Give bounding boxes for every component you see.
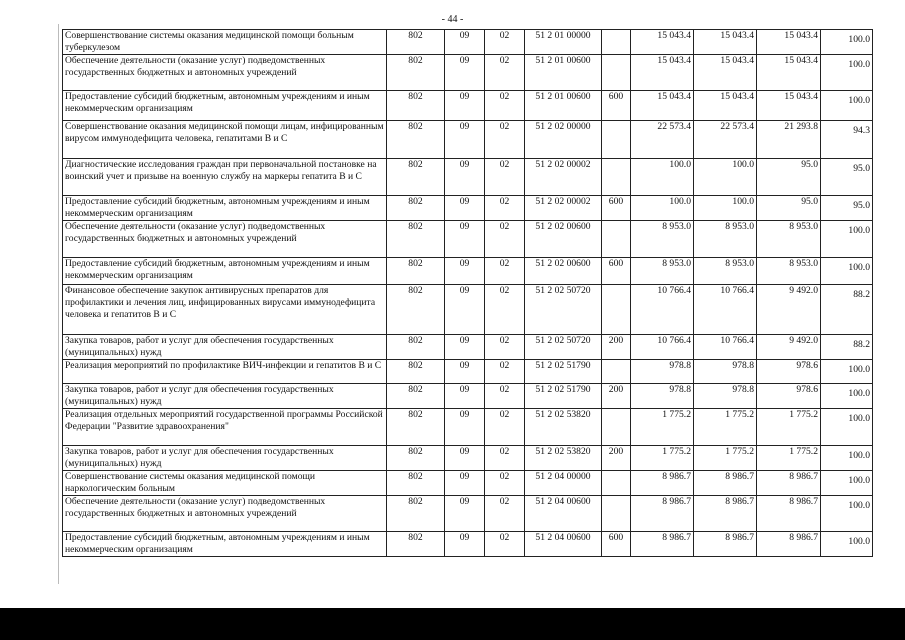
row-expense-type	[602, 409, 631, 446]
row-expense-type	[602, 30, 631, 55]
table-row	[63, 496, 873, 532]
row-execution-percent: 100.0	[821, 91, 873, 121]
table-row	[63, 196, 873, 221]
row-amount-approved: 8 986.7	[631, 471, 694, 496]
row-subsection: 02	[485, 121, 525, 159]
row-amount-approved: 15 043.4	[631, 30, 694, 55]
row-dept-code: 802	[387, 285, 445, 335]
row-subsection: 02	[485, 360, 525, 384]
row-execution-percent: 100.0	[821, 446, 873, 471]
table-row	[63, 384, 873, 409]
row-target-article: 51 2 02 50720	[525, 335, 602, 360]
row-amount-planned: 100.0	[694, 159, 757, 196]
row-execution-percent: 95.0	[821, 196, 873, 221]
row-amount-approved: 10 766.4	[631, 335, 694, 360]
row-target-article: 51 2 04 00600	[525, 496, 602, 532]
row-section: 09	[445, 55, 485, 91]
row-expense-type: 200	[602, 446, 631, 471]
row-subsection: 02	[485, 55, 525, 91]
row-amount-planned: 978.8	[694, 384, 757, 409]
row-amount-planned: 15 043.4	[694, 91, 757, 121]
row-amount-approved: 100.0	[631, 196, 694, 221]
row-dept-code: 802	[387, 121, 445, 159]
row-target-article: 51 2 04 00000	[525, 471, 602, 496]
row-expense-type	[602, 285, 631, 335]
table-row	[63, 471, 873, 496]
row-section: 09	[445, 496, 485, 532]
row-execution-percent: 100.0	[821, 471, 873, 496]
row-dept-code: 802	[387, 496, 445, 532]
row-dept-code: 802	[387, 159, 445, 196]
row-target-article: 51 2 01 00000	[525, 30, 602, 55]
row-execution-percent: 95.0	[821, 159, 873, 196]
row-amount-executed: 1 775.2	[757, 446, 821, 471]
table-row	[63, 409, 873, 446]
row-target-article: 51 2 02 53820	[525, 446, 602, 471]
row-target-article: 51 2 02 53820	[525, 409, 602, 446]
row-expense-type	[602, 471, 631, 496]
row-section: 09	[445, 91, 485, 121]
row-subsection: 02	[485, 409, 525, 446]
row-section: 09	[445, 196, 485, 221]
row-amount-planned: 8 986.7	[694, 496, 757, 532]
row-subsection: 02	[485, 335, 525, 360]
row-target-article: 51 2 02 00002	[525, 196, 602, 221]
row-dept-code: 802	[387, 360, 445, 384]
row-section: 09	[445, 258, 485, 285]
row-amount-executed: 21 293.8	[757, 121, 821, 159]
table-row	[63, 335, 873, 360]
row-amount-planned: 10 766.4	[694, 285, 757, 335]
row-execution-percent: 100.0	[821, 409, 873, 446]
row-name: Предоставление субсидий бюджетным, автономным учреждениям и иным некоммерческим организациям	[63, 532, 387, 557]
row-dept-code: 802	[387, 221, 445, 258]
row-execution-percent: 100.0	[821, 221, 873, 258]
row-name: Реализация отдельных мероприятий государственной программы Российской Федерации "Развитие здравоохранения"	[63, 409, 387, 446]
row-section: 09	[445, 335, 485, 360]
row-execution-percent: 100.0	[821, 30, 873, 55]
row-dept-code: 802	[387, 55, 445, 91]
row-amount-executed: 8 953.0	[757, 258, 821, 285]
row-target-article: 51 2 01 00600	[525, 55, 602, 91]
row-amount-executed: 1 775.2	[757, 409, 821, 446]
row-dept-code: 802	[387, 384, 445, 409]
row-amount-planned: 15 043.4	[694, 30, 757, 55]
row-dept-code: 802	[387, 91, 445, 121]
row-name: Реализация мероприятий по профилактике ВИЧ-инфекции и гепатитов В и С	[63, 360, 387, 384]
row-name: Совершенствование оказания медицинской помощи лицам, инфицированным вирусом иммунодефицита человека, гепатитами В и С	[63, 121, 387, 159]
row-subsection: 02	[485, 285, 525, 335]
row-name: Обеспечение деятельности (оказание услуг) подведомственных государственных бюджетных и автономных учреждений	[63, 55, 387, 91]
row-name: Закупка товаров, работ и услуг для обеспечения государственных (муниципальных) нужд	[63, 446, 387, 471]
row-amount-planned: 8 953.0	[694, 221, 757, 258]
row-amount-executed: 8 953.0	[757, 221, 821, 258]
row-section: 09	[445, 532, 485, 557]
row-dept-code: 802	[387, 446, 445, 471]
row-amount-approved: 978.8	[631, 360, 694, 384]
table-row	[63, 446, 873, 471]
row-amount-executed: 8 986.7	[757, 471, 821, 496]
row-amount-executed: 978.6	[757, 384, 821, 409]
row-amount-executed: 95.0	[757, 159, 821, 196]
row-execution-percent: 100.0	[821, 496, 873, 532]
row-amount-executed: 9 492.0	[757, 335, 821, 360]
row-section: 09	[445, 285, 485, 335]
row-amount-approved: 10 766.4	[631, 285, 694, 335]
row-expense-type	[602, 221, 631, 258]
row-execution-percent: 100.0	[821, 258, 873, 285]
row-dept-code: 802	[387, 471, 445, 496]
row-subsection: 02	[485, 384, 525, 409]
row-name: Финансовое обеспечение закупок антивирусных препаратов для профилактики и лечения лиц, инфицированных вирусами иммунодефицита человека и гепатитов В и С	[63, 285, 387, 335]
row-target-article: 51 2 02 00600	[525, 221, 602, 258]
row-amount-executed: 9 492.0	[757, 285, 821, 335]
table-body	[63, 30, 873, 557]
row-target-article: 51 2 01 00600	[525, 91, 602, 121]
row-amount-executed: 978.6	[757, 360, 821, 384]
row-target-article: 51 2 02 00002	[525, 159, 602, 196]
row-target-article: 51 2 02 00000	[525, 121, 602, 159]
row-target-article: 51 2 02 51790	[525, 384, 602, 409]
row-target-article: 51 2 04 00600	[525, 532, 602, 557]
row-section: 09	[445, 471, 485, 496]
row-expense-type	[602, 496, 631, 532]
row-target-article: 51 2 02 00600	[525, 258, 602, 285]
row-section: 09	[445, 384, 485, 409]
row-name: Предоставление субсидий бюджетным, автономным учреждениям и иным некоммерческим организациям	[63, 196, 387, 221]
row-amount-approved: 8 986.7	[631, 532, 694, 557]
row-amount-approved: 15 043.4	[631, 91, 694, 121]
row-amount-executed: 8 986.7	[757, 496, 821, 532]
scan-bottom-border	[0, 608, 905, 640]
row-amount-approved: 22 573.4	[631, 121, 694, 159]
row-name: Совершенствование системы оказания медицинской помощи наркологическим больным	[63, 471, 387, 496]
row-amount-executed: 15 043.4	[757, 55, 821, 91]
row-amount-planned: 8 986.7	[694, 532, 757, 557]
row-name: Диагностические исследования граждан при первоначальной постановке на воинский учет и призыве на военную службу на маркеры гепатита В и С	[63, 159, 387, 196]
row-amount-approved: 8 953.0	[631, 258, 694, 285]
row-section: 09	[445, 30, 485, 55]
row-name: Закупка товаров, работ и услуг для обеспечения государственных (муниципальных) нужд	[63, 335, 387, 360]
table-row	[63, 285, 873, 335]
row-amount-approved: 100.0	[631, 159, 694, 196]
row-name: Обеспечение деятельности (оказание услуг) подведомственных государственных бюджетных и автономных учреждений	[63, 496, 387, 532]
row-dept-code: 802	[387, 335, 445, 360]
row-execution-percent: 94.3	[821, 121, 873, 159]
table-row	[63, 532, 873, 557]
table-row	[63, 121, 873, 159]
row-name: Совершенствование системы оказания медицинской помощи больным туберкулезом	[63, 30, 387, 55]
row-expense-type: 600	[602, 532, 631, 557]
row-name: Предоставление субсидий бюджетным, автономным учреждениям и иным некоммерческим организациям	[63, 258, 387, 285]
table-row	[63, 258, 873, 285]
row-target-article: 51 2 02 50720	[525, 285, 602, 335]
table-row	[63, 30, 873, 55]
row-section: 09	[445, 360, 485, 384]
budget-table	[62, 29, 873, 557]
row-amount-planned: 1 775.2	[694, 446, 757, 471]
row-execution-percent: 88.2	[821, 285, 873, 335]
row-name: Обеспечение деятельности (оказание услуг) подведомственных государственных бюджетных и автономных учреждений	[63, 221, 387, 258]
row-subsection: 02	[485, 471, 525, 496]
page-number: - 44 -	[441, 14, 464, 25]
margin-line	[58, 24, 59, 584]
row-amount-planned: 1 775.2	[694, 409, 757, 446]
row-amount-executed: 15 043.4	[757, 30, 821, 55]
row-amount-planned: 100.0	[694, 196, 757, 221]
row-name: Закупка товаров, работ и услуг для обеспечения государственных (муниципальных) нужд	[63, 384, 387, 409]
row-section: 09	[445, 409, 485, 446]
table-row	[63, 91, 873, 121]
row-subsection: 02	[485, 258, 525, 285]
row-expense-type: 600	[602, 196, 631, 221]
row-section: 09	[445, 121, 485, 159]
row-execution-percent: 100.0	[821, 384, 873, 409]
row-subsection: 02	[485, 496, 525, 532]
row-dept-code: 802	[387, 258, 445, 285]
row-dept-code: 802	[387, 532, 445, 557]
row-subsection: 02	[485, 532, 525, 557]
row-dept-code: 802	[387, 30, 445, 55]
row-name: Предоставление субсидий бюджетным, автономным учреждениям и иным некоммерческим организациям	[63, 91, 387, 121]
row-target-article: 51 2 02 51790	[525, 360, 602, 384]
row-expense-type	[602, 121, 631, 159]
row-section: 09	[445, 446, 485, 471]
row-expense-type: 600	[602, 258, 631, 285]
row-amount-executed: 8 986.7	[757, 532, 821, 557]
row-amount-planned: 22 573.4	[694, 121, 757, 159]
row-execution-percent: 88.2	[821, 335, 873, 360]
row-amount-planned: 8 953.0	[694, 258, 757, 285]
row-amount-approved: 15 043.4	[631, 55, 694, 91]
row-expense-type	[602, 55, 631, 91]
table-row	[63, 221, 873, 258]
row-dept-code: 802	[387, 409, 445, 446]
row-amount-approved: 8 986.7	[631, 496, 694, 532]
row-amount-approved: 1 775.2	[631, 409, 694, 446]
row-expense-type: 600	[602, 91, 631, 121]
row-execution-percent: 100.0	[821, 55, 873, 91]
row-amount-approved: 1 775.2	[631, 446, 694, 471]
row-amount-executed: 95.0	[757, 196, 821, 221]
row-section: 09	[445, 221, 485, 258]
table-row	[63, 360, 873, 384]
row-subsection: 02	[485, 159, 525, 196]
row-amount-approved: 978.8	[631, 384, 694, 409]
table-row	[63, 55, 873, 91]
row-section: 09	[445, 159, 485, 196]
row-expense-type	[602, 360, 631, 384]
row-amount-planned: 15 043.4	[694, 55, 757, 91]
row-execution-percent: 100.0	[821, 532, 873, 557]
row-amount-executed: 15 043.4	[757, 91, 821, 121]
row-expense-type	[602, 159, 631, 196]
row-subsection: 02	[485, 446, 525, 471]
row-amount-planned: 978.8	[694, 360, 757, 384]
row-expense-type: 200	[602, 384, 631, 409]
table-row	[63, 159, 873, 196]
row-subsection: 02	[485, 91, 525, 121]
row-amount-approved: 8 953.0	[631, 221, 694, 258]
row-subsection: 02	[485, 196, 525, 221]
row-expense-type: 200	[602, 335, 631, 360]
row-subsection: 02	[485, 30, 525, 55]
row-amount-planned: 10 766.4	[694, 335, 757, 360]
row-amount-planned: 8 986.7	[694, 471, 757, 496]
row-dept-code: 802	[387, 196, 445, 221]
row-subsection: 02	[485, 221, 525, 258]
row-execution-percent: 100.0	[821, 360, 873, 384]
